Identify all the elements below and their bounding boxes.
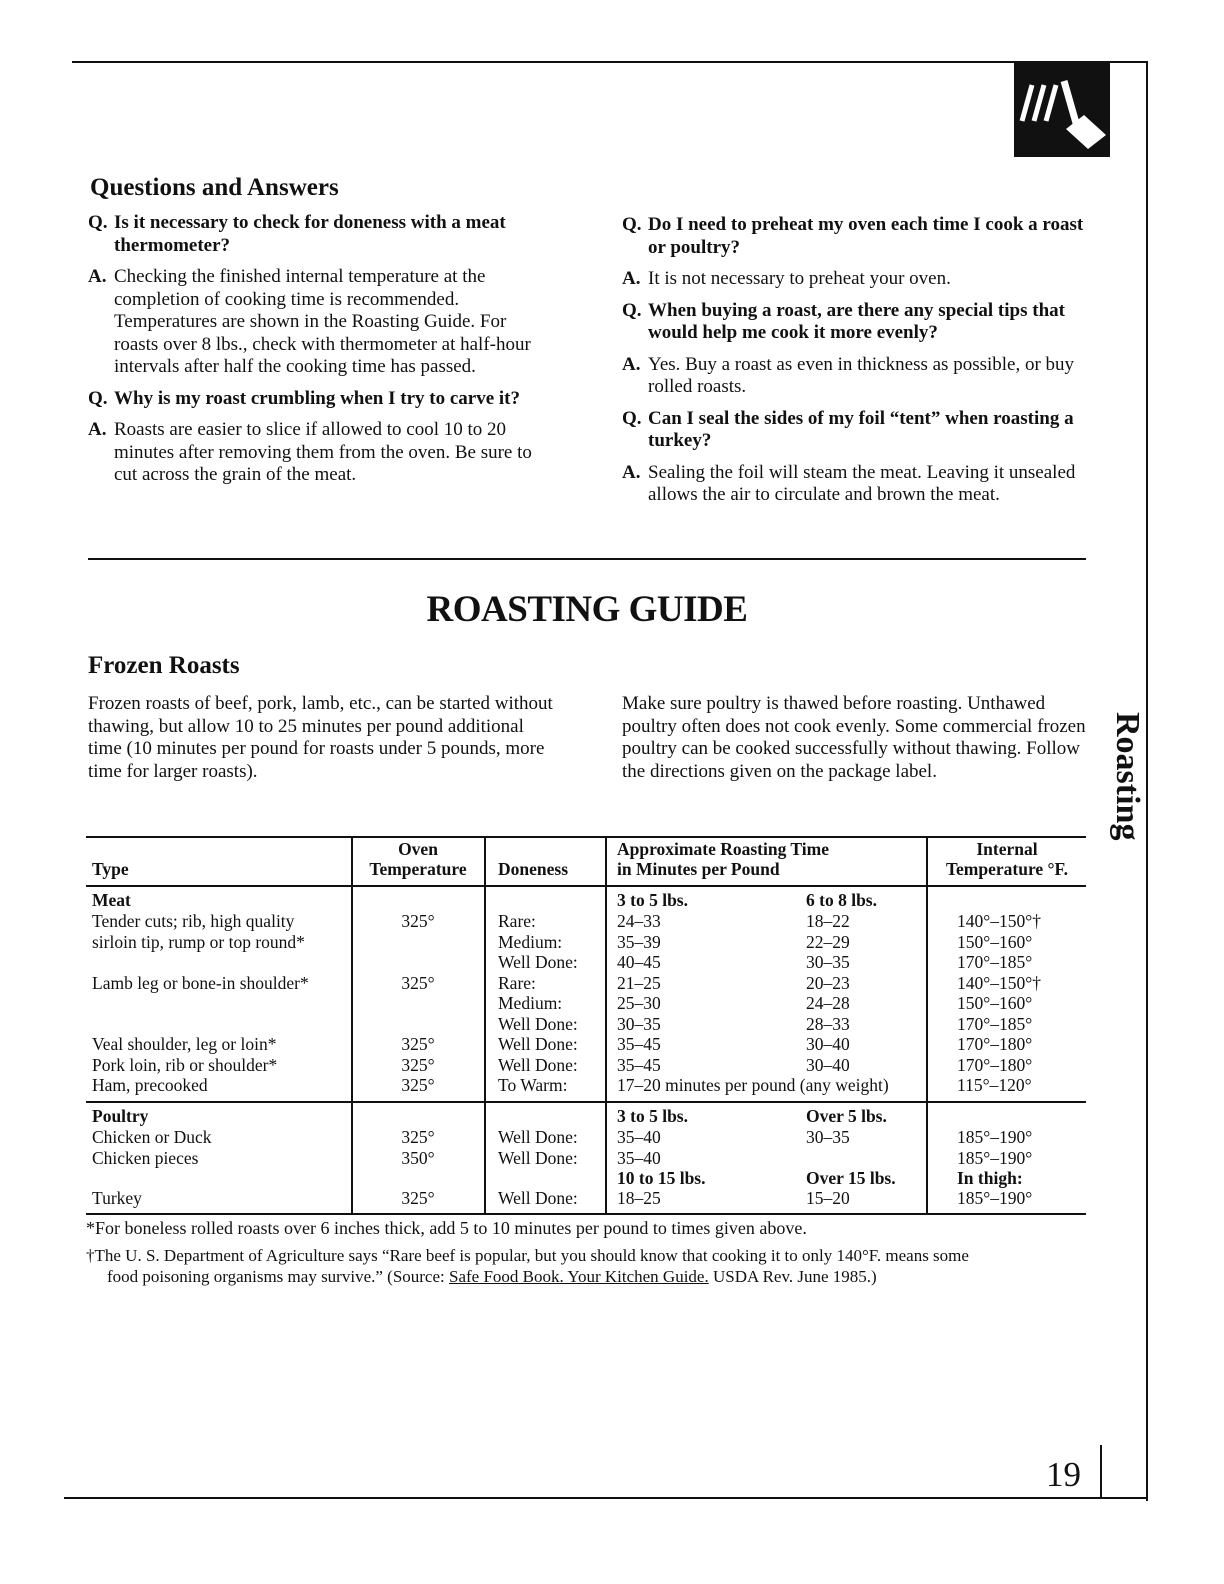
turkey-temp: 325°: [401, 1188, 435, 1208]
meat-row-1-t2: 18–22: [806, 911, 850, 931]
header-oven-2: Temperature: [369, 859, 467, 879]
roasting-logo-icon: [1014, 63, 1110, 157]
meat-row-8-done: Well Done:: [498, 1054, 578, 1075]
table-bottom-rule: [86, 1213, 1086, 1215]
turkey-weight-2: Over 15 lbs.: [806, 1168, 896, 1188]
qa-answer-5: A. Sealing the foil will steam the meat. Leaving it unsealed allows the air to circulate and brown the meat.: [622, 461, 1076, 505]
poultry-row-2-type: Chicken pieces: [92, 1147, 199, 1168]
meat-row-8-internal: 170°–180°: [957, 1054, 1033, 1075]
meat-row-7-type: Veal shoulder, leg or loin*: [92, 1034, 277, 1054]
qa-question-4: Q. When buying a roast, are there any special tips that would help me cook it more evenly?: [622, 299, 1065, 343]
turkey-internal: 185°–190°: [957, 1188, 1033, 1208]
poultry-weight-1: 3 to 5 lbs.: [617, 1106, 688, 1126]
meat-row-8-t1: 35–45: [617, 1054, 661, 1075]
turkey-doneness: Well Done:: [498, 1188, 578, 1208]
source-title: Safe Food Book. Your Kitchen Guide.: [449, 1267, 709, 1286]
qa-question-5: Q. Can I seal the sides of my foil “tent” when roasting a turkey?: [622, 407, 1074, 451]
meat-row-3-t2: 30–35: [806, 952, 850, 972]
meat-row-2-done: Medium:: [498, 931, 563, 952]
qa-answer-2: A. Roasts are easier to slice if allowed to cool 10 to 20 minutes after removing them from the oven. Be sure to cut across the grain of the meat.: [88, 419, 532, 485]
table-col-rule-2: [484, 836, 486, 1215]
meat-row-7-internal: 170°–180°: [957, 1034, 1033, 1054]
poultry-row-1-type: Chicken or Duck: [92, 1127, 212, 1147]
turkey-internal-label: In thigh:: [957, 1168, 1023, 1188]
meat-title: Meat: [92, 890, 131, 910]
table-col-rule-4: [926, 836, 928, 1215]
meat-row-6-done: Well Done:: [498, 1013, 578, 1034]
meat-row-7-t2: 30–40: [806, 1034, 850, 1054]
footnote-dagger-2c: USDA Rev. June 1985.): [708, 1267, 877, 1286]
header-internal-1: Internal: [976, 839, 1038, 859]
header-time-2: in Minutes per Pound: [617, 859, 780, 879]
roasting-logo: [1014, 63, 1110, 157]
meat-row-7-done: Well Done:: [498, 1034, 578, 1054]
meat-row-1-type: Tender cuts; rib, high quality: [92, 911, 295, 931]
meat-row-1-t1: 24–33: [617, 911, 661, 931]
meat-row-3-t1: 40–45: [617, 952, 661, 972]
footnote-dagger-2a: food poisoning organisms may survive.” (Source:: [107, 1267, 450, 1286]
qa-answer-1: A. Checking the finished internal temperature at the completion of cooking time is recommended. Temperatures are shown in the Roasting Guide. For roasts over 8 lbs., check with thermometer at half-hour intervals after half the cooking time has passed.: [88, 266, 531, 377]
footnote-dagger-2: [107, 1266, 877, 1289]
right-border: [1146, 61, 1148, 1501]
footnote-dagger-1: †The U. S. Department of Agriculture says “Rare beef is popular, but you should know that cooking it to only 140°F. means some: [86, 1246, 969, 1265]
side-tab-roasting: Roasting: [1109, 712, 1146, 841]
meat-row-2-type: sirloin tip, rump or top round*: [92, 931, 305, 952]
turkey-time-2: 15–20: [806, 1188, 850, 1208]
header-doneness: Doneness: [498, 859, 569, 879]
meat-row-4-t1: 21–25: [617, 972, 661, 993]
meat-row-2-internal: 150°–160°: [957, 931, 1033, 952]
table-section-rule: [86, 1101, 1086, 1103]
meat-row-9-type: Ham, precooked: [92, 1075, 208, 1095]
meat-row-9-internal: 115°–120°: [957, 1075, 1032, 1095]
frozen-roasts-left: Frozen roasts of beef, pork, lamb, etc., can be started without thawing, but allow 10 to 25 minutes per pound additional time (10 minutes per pound for roasts under 5 pounds, more time for larger roasts).: [88, 693, 553, 782]
page-number: 19: [1046, 1455, 1081, 1494]
table-top-rule: [86, 836, 1086, 838]
poultry-row-1-t1: 35–40: [617, 1127, 661, 1147]
meat-row-1-temp: 325°: [401, 911, 435, 931]
meat-row-2-t1: 35–39: [617, 931, 661, 952]
guide-title: ROASTING GUIDE: [426, 589, 748, 630]
meat-weight-1: 3 to 5 lbs.: [617, 890, 688, 910]
meat-row-5-t1: 25–30: [617, 993, 661, 1013]
qa-question-3: Q. Do I need to preheat my oven each time I cook a roast or poultry?: [622, 214, 1084, 258]
qa-question-2: Q. Why is my roast crumbling when I try to carve it?: [88, 387, 521, 409]
header-type: Type: [92, 859, 129, 879]
meat-row-9-done: To Warm:: [498, 1075, 568, 1095]
table-col-rule-3: [605, 836, 607, 1215]
meat-row-4-t2: 20–23: [806, 972, 850, 993]
section-divider: [88, 558, 1086, 560]
meat-weight-2: 6 to 8 lbs.: [806, 890, 877, 910]
poultry-weight-2: Over 5 lbs.: [806, 1106, 887, 1126]
meat-row-3-internal: 170°–185°: [957, 952, 1033, 972]
meat-row-4-temp: 325°: [401, 972, 435, 993]
meat-row-6-t2: 28–33: [806, 1013, 850, 1034]
qa-right-column: [622, 214, 1096, 516]
frozen-roasts-right: Make sure poultry is thawed before roasting. Unthawed poultry often does not cook evenly. Some commercial frozen poultry can be cooked successfully without thawing. Follow the directions given on the package label.: [622, 693, 1086, 782]
qa-question-1: Q. Is it necessary to check for doneness with a meat thermometer?: [88, 212, 506, 256]
meat-row-5-done: Medium:: [498, 993, 563, 1013]
meat-row-5-internal: 150°–160°: [957, 993, 1033, 1013]
poultry-title: Poultry: [92, 1106, 149, 1126]
poultry-row-2-internal: 185°–190°: [957, 1147, 1033, 1168]
meat-row-6-internal: 170°–185°: [957, 1013, 1033, 1034]
meat-row-7-temp: 325°: [401, 1034, 435, 1054]
footnote-star: *For boneless rolled roasts over 6 inches thick, add 5 to 10 minutes per pound to times given above.: [86, 1218, 807, 1238]
meat-row-6-t1: 30–35: [617, 1013, 661, 1034]
turkey-type: Turkey: [92, 1188, 142, 1208]
qa-left-column: [88, 212, 548, 496]
frozen-roasts-title: Frozen Roasts: [88, 652, 240, 679]
poultry-row-1-done: Well Done:: [498, 1127, 578, 1147]
meat-row-9-temp: 325°: [401, 1075, 435, 1095]
meat-row-8-type: Pork loin, rib or shoulder*: [92, 1054, 278, 1075]
poultry-row-1-temp: 325°: [401, 1127, 435, 1147]
turkey-weight-1: 10 to 15 lbs.: [617, 1168, 706, 1188]
turkey-time-1: 18–25: [617, 1188, 661, 1208]
meat-row-4-internal: 140°–150°†: [957, 972, 1041, 993]
header-oven-1: Oven: [398, 839, 438, 859]
poultry-row-1-internal: 185°–190°: [957, 1127, 1033, 1147]
poultry-row-1-t2: 30–35: [806, 1127, 850, 1147]
header-internal-2: Temperature °F.: [945, 859, 1069, 879]
top-rule: [72, 61, 1148, 63]
bottom-rule: [64, 1497, 1148, 1499]
meat-row-8-t2: 30–40: [806, 1054, 850, 1075]
qa-title: Questions and Answers: [90, 174, 339, 201]
meat-row-8-temp: 325°: [401, 1054, 435, 1075]
meat-row-3-done: Well Done:: [498, 952, 578, 972]
poultry-row-2-done: Well Done:: [498, 1147, 578, 1168]
poultry-row-2-temp: 350°: [401, 1147, 435, 1168]
header-time-1: Approximate Roasting Time: [617, 839, 829, 859]
meat-row-2-t2: 22–29: [806, 931, 850, 952]
qa-answer-3: A. It is not necessary to preheat your oven.: [622, 268, 951, 289]
meat-row-5-t2: 24–28: [806, 993, 850, 1013]
meat-row-9-t1: 17–20 minutes per pound (any weight): [617, 1075, 889, 1095]
meat-row-7-t1: 35–45: [617, 1034, 661, 1054]
roasting-table: [86, 836, 1086, 1216]
meat-row-1-done: Rare:: [498, 911, 536, 931]
page-number-divider: [1100, 1445, 1102, 1499]
meat-row-4-type: Lamb leg or bone-in shoulder*: [92, 972, 309, 993]
qa-answer-4: A. Yes. Buy a roast as even in thickness as possible, or buy rolled roasts.: [622, 353, 1075, 397]
meat-row-1-internal: 140°–150°†: [957, 911, 1041, 931]
meat-row-4-done: Rare:: [498, 972, 536, 993]
poultry-row-2-t1: 35–40: [617, 1147, 661, 1168]
table-header-rule: [86, 885, 1086, 887]
